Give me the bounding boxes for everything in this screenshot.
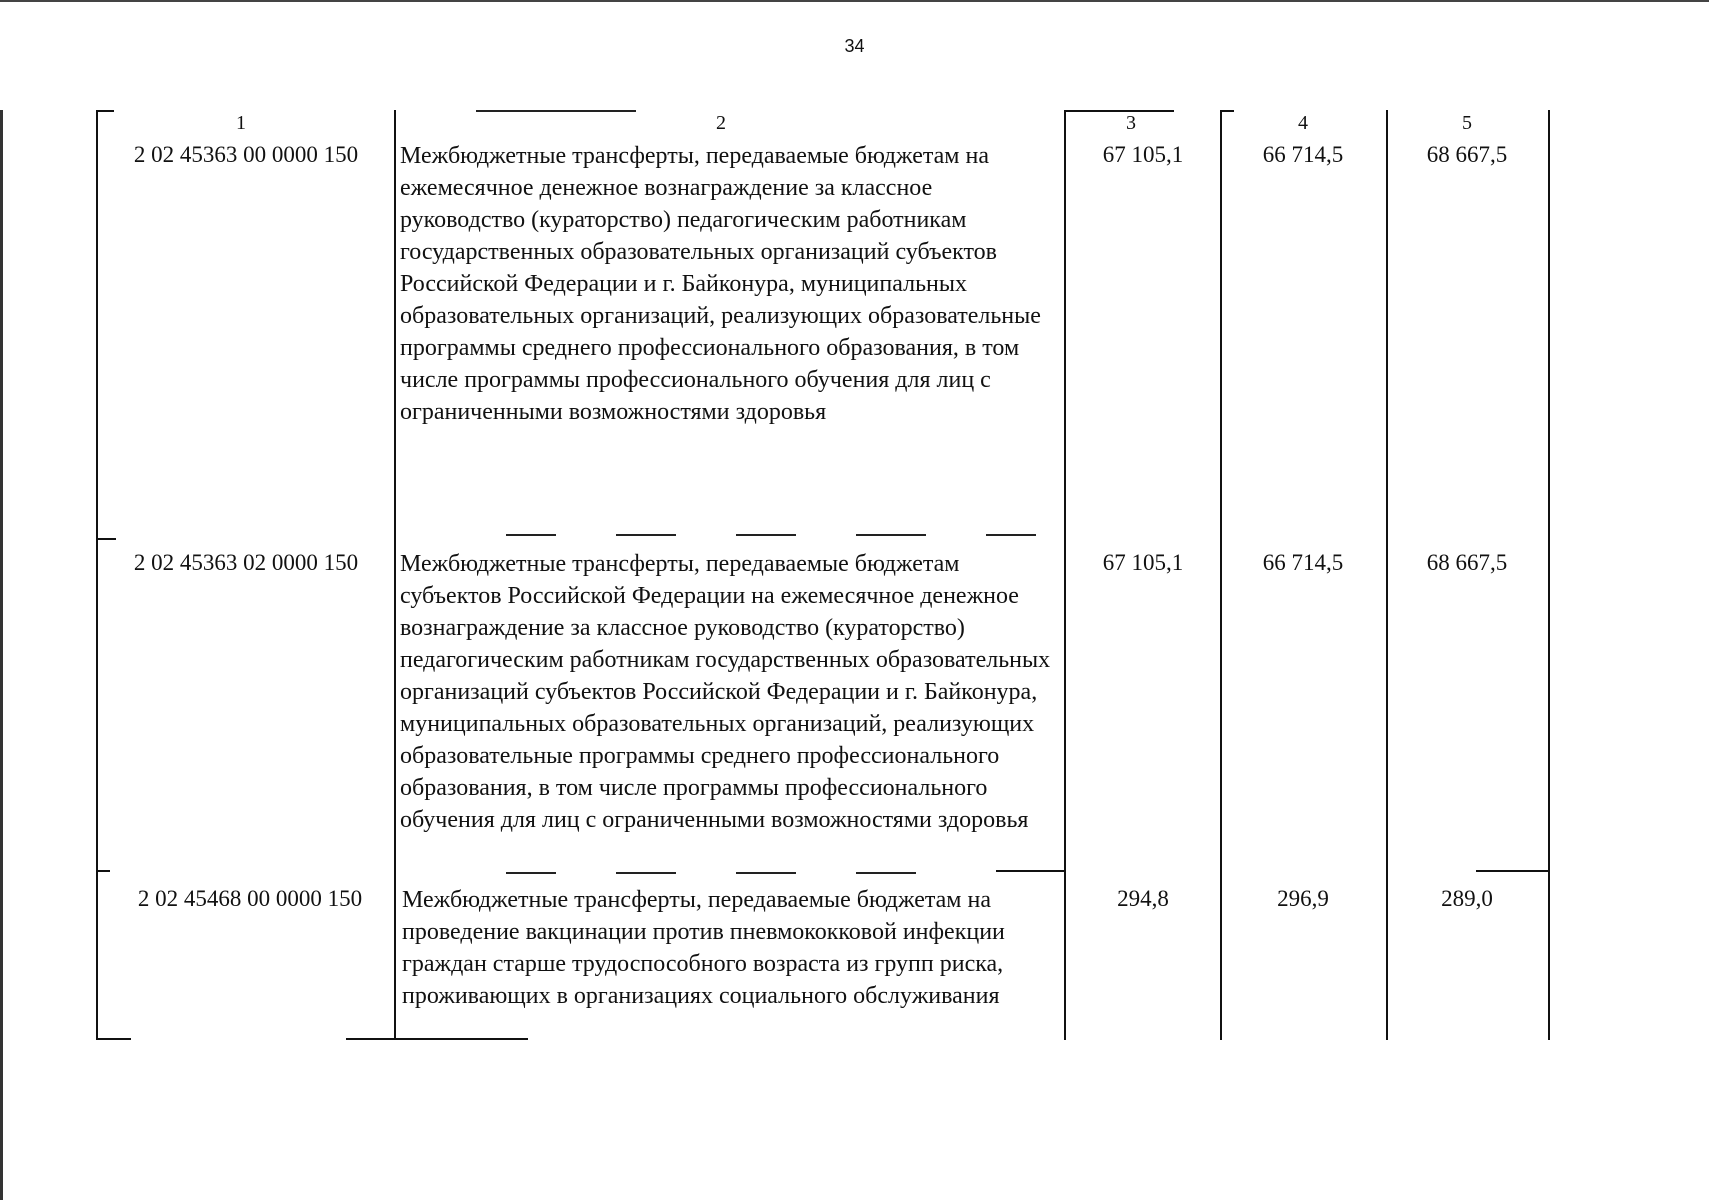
table-row-2-col4: 66 714,5	[1262, 550, 1344, 575]
table-row-2-code: 2 02 45363 02 0000 150	[133, 550, 359, 575]
scan-tick	[856, 534, 926, 536]
column-number-1: 1	[236, 112, 246, 134]
scan-tick	[616, 872, 676, 874]
header-top-rule	[96, 110, 114, 112]
table-row-1-code: 2 02 45363 00 0000 150	[133, 142, 359, 167]
table-row-3-col5: 289,0	[1441, 886, 1493, 911]
table-row-2-col5: 68 667,5	[1426, 550, 1508, 575]
row3-top-rule	[996, 870, 1066, 872]
table-row-1-col4: 66 714,5	[1262, 142, 1344, 167]
table-row-1-col3: 67 105,1	[1102, 142, 1184, 167]
row3-left-rule	[96, 870, 110, 872]
scan-tick	[506, 534, 556, 536]
column-divider-2	[1064, 110, 1066, 1040]
scan-border-top	[0, 0, 1709, 6]
table-row-1-col5: 68 667,5	[1426, 142, 1508, 167]
scan-tick	[616, 534, 676, 536]
table-row-2-col3: 67 105,1	[1102, 550, 1184, 575]
table-row-3-code: 2 02 45468 00 0000 150	[137, 886, 363, 911]
table-right-border	[1548, 110, 1550, 1040]
page-number: 34	[844, 36, 865, 56]
scan-border-left	[0, 110, 3, 1200]
table-bottom-rule-mid	[346, 1038, 528, 1040]
column-divider-4	[1386, 110, 1388, 1040]
table-row-2-name: Межбюджетные трансферты, передаваемые бюджетам субъектов Российской Федерации на ежемесячное денежное вознаграждение за классное руководство (кураторство) педагогическим работникам государственных образовательных организаций субъектов Российской Федерации и г. Байконура, муниципальных образовательных организаций, реализующих образовательные программы среднего профессионального образования, в том числе программы профессионального обучения для лиц с ограниченными возможностями здоровья	[400, 551, 1051, 833]
table-bottom-rule-left	[96, 1038, 131, 1040]
column-number-4: 4	[1298, 112, 1308, 134]
row3-top-rule-col5	[1476, 870, 1548, 872]
scan-tick	[736, 872, 796, 874]
table-row-3-col3: 294,8	[1117, 886, 1169, 911]
column-number-3: 3	[1126, 112, 1136, 134]
row2-top-rule	[96, 538, 116, 540]
scan-tick	[856, 872, 916, 874]
column-number-2: 2	[716, 112, 726, 134]
table-row-1-name: Межбюджетные трансферты, передаваемые бюджетам на ежемесячное денежное вознаграждение за классное руководство (кураторство) педагогическим работникам государственных образовательных организаций субъектов Российской Федерации и г. Байконура, муниципальных образовательных организаций, реализующих образовательные программы среднего профессионального образования, в том числе программы профессионального обучения для лиц с ограниченными возможностями здоровья	[400, 143, 1041, 425]
scan-tick	[986, 534, 1036, 536]
budget-table	[96, 110, 1546, 1040]
column-number-5: 5	[1462, 112, 1472, 134]
table-row-3-name: Межбюджетные трансферты, передаваемые бюджетам на проведение вакцинации против пневмококковой инфекции граждан старше трудоспособного возраста из групп риска, проживающих в организациях социального обслуживания	[402, 887, 1005, 1009]
scan-tick	[506, 872, 556, 874]
scan-tick	[736, 534, 796, 536]
column-divider-1	[394, 110, 396, 1040]
scan-tick	[476, 110, 636, 112]
column-divider-3	[1220, 110, 1222, 1040]
header-rule-col4	[1220, 110, 1234, 112]
table-row-3-col4: 296,9	[1277, 886, 1329, 911]
table-left-border	[96, 110, 98, 1040]
